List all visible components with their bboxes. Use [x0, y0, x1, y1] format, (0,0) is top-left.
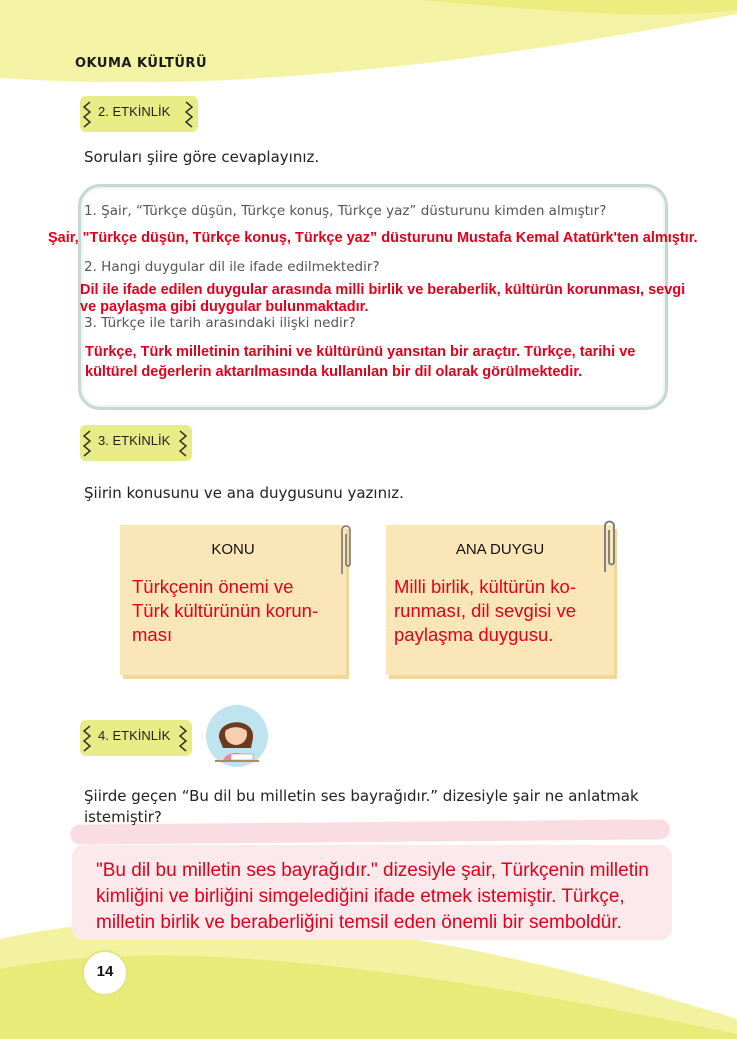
zigzag-left-icon	[82, 100, 92, 128]
top-wave-decoration	[0, 0, 737, 110]
activity-4-answer-line-3: milletin birlik ve beraberliğini temsil eden önemli bir semboldür.	[96, 912, 622, 933]
konu-title: KONU	[211, 541, 255, 558]
answer-3-line-2: kültürel değerlerin aktarılmasında kullanılan bir dil olarak görülmektedir.	[85, 364, 583, 380]
paperclip-icon	[600, 516, 618, 574]
konu-line: ması	[132, 624, 173, 645]
ana-duygu-line: runması, dil sevgisi ve	[394, 600, 576, 621]
activity-2-badge	[80, 96, 198, 132]
zigzag-left-icon	[82, 724, 92, 752]
girl-writing-illustration	[205, 704, 269, 768]
activity-4-label: 4. ETKİNLİK	[98, 728, 171, 743]
answer-3-line-1: Türkçe, Türk milletinin tarihini ve kültürünü yansıtan bir araçtır. Türkçe, tarihi ve	[85, 344, 636, 360]
answer-2-line-1: Dil ile ifade edilen duygular arasında milli birlik ve beraberlik, kültürün korunması, sevgi	[80, 282, 686, 298]
activity-3-badge	[80, 425, 192, 461]
ana-duygu-line: Milli birlik, kültürün ko-	[394, 576, 576, 597]
ana-duygu-line: paylaşma duygusu.	[394, 624, 554, 645]
activity-4-question-line-1: Şiirde geçen “Bu dil bu milletin ses bayrağıdır.” dizesiyle şair ne anlatmak	[84, 787, 639, 805]
section-title: OKUMA KÜLTÜRÜ	[75, 56, 207, 71]
zigzag-right-icon	[184, 100, 194, 128]
question-3: 3. Türkçe ile tarih arasındaki ilişki nedir?	[84, 315, 356, 331]
zigzag-right-icon	[178, 724, 188, 752]
paperclip-icon	[338, 520, 354, 576]
activity-4-answer-line-2: kimliğini ve birliğini simgelediğini ifade etmek istemiştir. Türkçe,	[96, 886, 625, 907]
zigzag-right-icon	[178, 429, 188, 457]
activity-3-label: 3. ETKİNLİK	[98, 433, 171, 448]
activity-4-answer-line-1: "Bu dil bu milletin ses bayrağıdır." dizesiyle şair, Türkçenin milletin	[96, 860, 649, 881]
ana-duygu-title: ANA DUYGU	[455, 541, 545, 558]
activity-3-instruction: Şiirin konusunu ve ana duygusunu yazınız.	[84, 484, 404, 502]
answer-1: Şair, "Türkçe düşün, Türkçe konuş, Türkçe yaz” düsturunu Mustafa Kemal Atatürk'ten almıştır.	[48, 230, 698, 246]
activity-2-label: 2. ETKİNLİK	[98, 104, 171, 119]
konu-line: Türk kültürünün korun-	[132, 600, 319, 621]
page-number: 14	[82, 950, 128, 996]
answer-2-line-2: ve paylaşma gibi duygular bulunmaktadır.	[80, 299, 369, 315]
activity-4-question-line-2: istemiştir?	[84, 808, 162, 826]
konu-text	[132, 575, 318, 647]
activity-2-instruction: Soruları şiire göre cevaplayınız.	[84, 148, 320, 166]
zigzag-left-icon	[82, 429, 92, 457]
question-1: 1. Şair, “Türkçe düşün, Türkçe konuş, Türkçe yaz” düsturunu kimden almıştır?	[84, 203, 607, 219]
ana-duygu-text	[394, 575, 576, 647]
ana-duygu-note	[386, 525, 614, 675]
activity-4-badge	[80, 720, 192, 756]
konu-line: Türkçenin önemi ve	[132, 576, 294, 597]
konu-note	[120, 525, 346, 675]
question-2: 2. Hangi duygular dil ile ifade edilmektedir?	[84, 259, 380, 275]
